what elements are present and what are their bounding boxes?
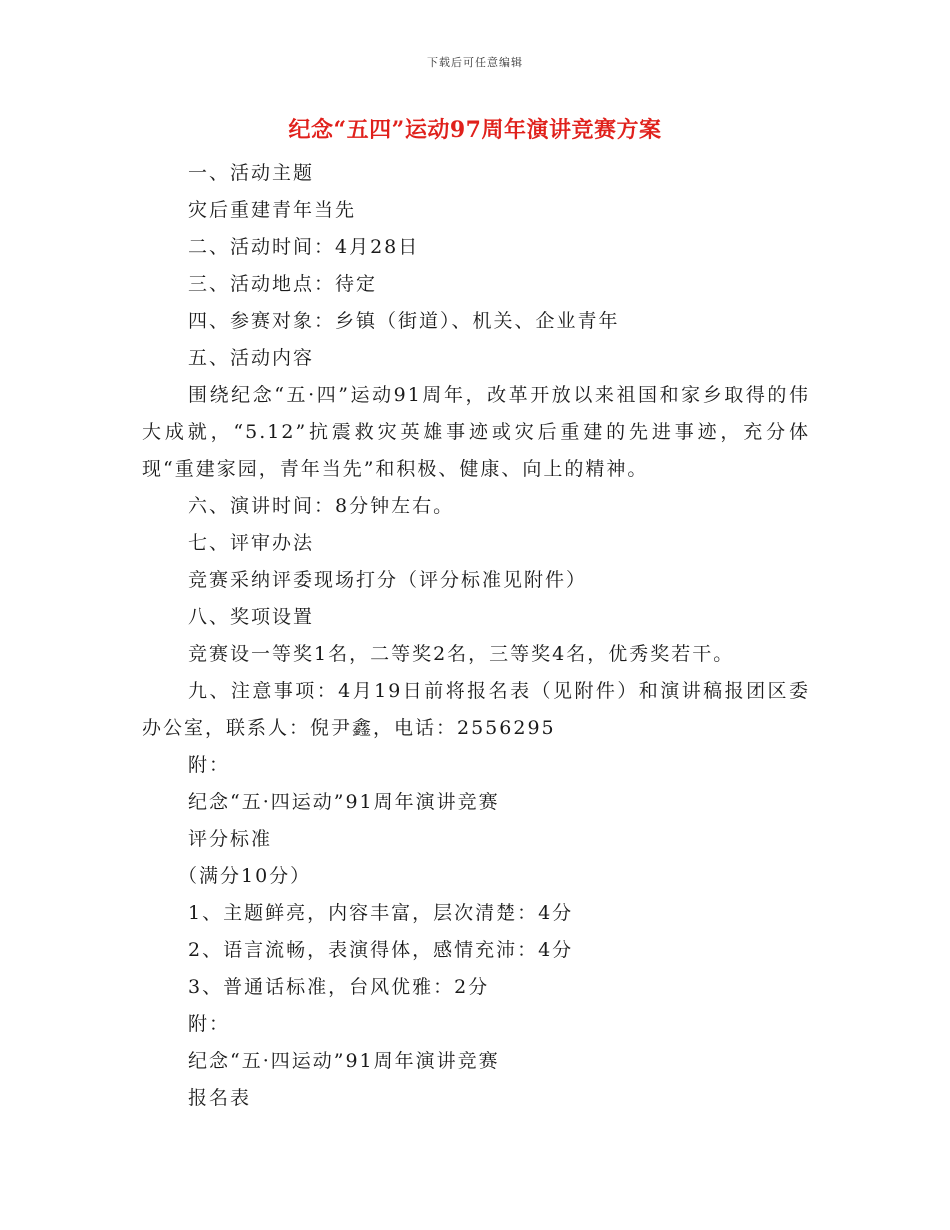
paragraph: 纪念“五·四运动”91周年演讲竞赛 [188, 791, 500, 813]
paragraph: 七、评审办法 [188, 532, 315, 554]
paragraph: 竞赛采纳评委现场打分（评分标准见附件） [188, 569, 588, 591]
header-note: 下载后可任意编辑 [427, 56, 523, 69]
paragraph: 灾后重建青年当先 [188, 199, 357, 221]
paragraph: 五、活动内容 [188, 347, 315, 369]
paragraph: 评分标准 [188, 828, 273, 850]
paragraph: 四、参赛对象：乡镇（街道）、机关、企业青年 [188, 310, 620, 332]
paragraph: 2、语言流畅，表演得体，感情充沛：4分 [188, 939, 574, 961]
paragraph: 报名表 [188, 1087, 252, 1109]
paragraph: 3、普通话标准，台风优雅：2分 [188, 976, 490, 998]
document-body [142, 155, 810, 1117]
paragraph: 纪念“五·四运动”91周年演讲竞赛 [188, 1050, 500, 1072]
paragraph: 1、主题鲜亮，内容丰富，层次清楚：4分 [188, 902, 574, 924]
paragraph: 一、活动主题 [188, 162, 315, 184]
paragraph: 附： [188, 1013, 231, 1035]
paragraph: 围绕纪念“五·四”运动91周年，改革开放以来祖国和家乡取得的伟大成就，“5.12”抗震救灾英雄事迹或灾后重建的先进事迹，充分体现“重建家园，青年当先”和积极、健康、向上的精神。 [142, 384, 810, 480]
document-title: 纪念“五四”运动97周年演讲竞赛方案 [288, 117, 662, 143]
paragraph: 六、演讲时间：8分钟左右。 [188, 495, 455, 517]
paragraph: 九、注意事项：4月19日前将报名表（见附件）和演讲稿报团区委办公室，联系人：倪尹鑫，电话：2556295 [142, 680, 810, 739]
paragraph: 竞赛设一等奖1名，二等奖2名，三等奖4名，优秀奖若干。 [188, 643, 735, 665]
paragraph: 八、奖项设置 [188, 606, 315, 628]
paragraph: 二、活动时间：4月28日 [188, 236, 420, 258]
paragraph: （满分10分） [178, 865, 312, 887]
paragraph: 三、活动地点：待定 [188, 273, 378, 295]
paragraph: 附： [188, 754, 231, 776]
